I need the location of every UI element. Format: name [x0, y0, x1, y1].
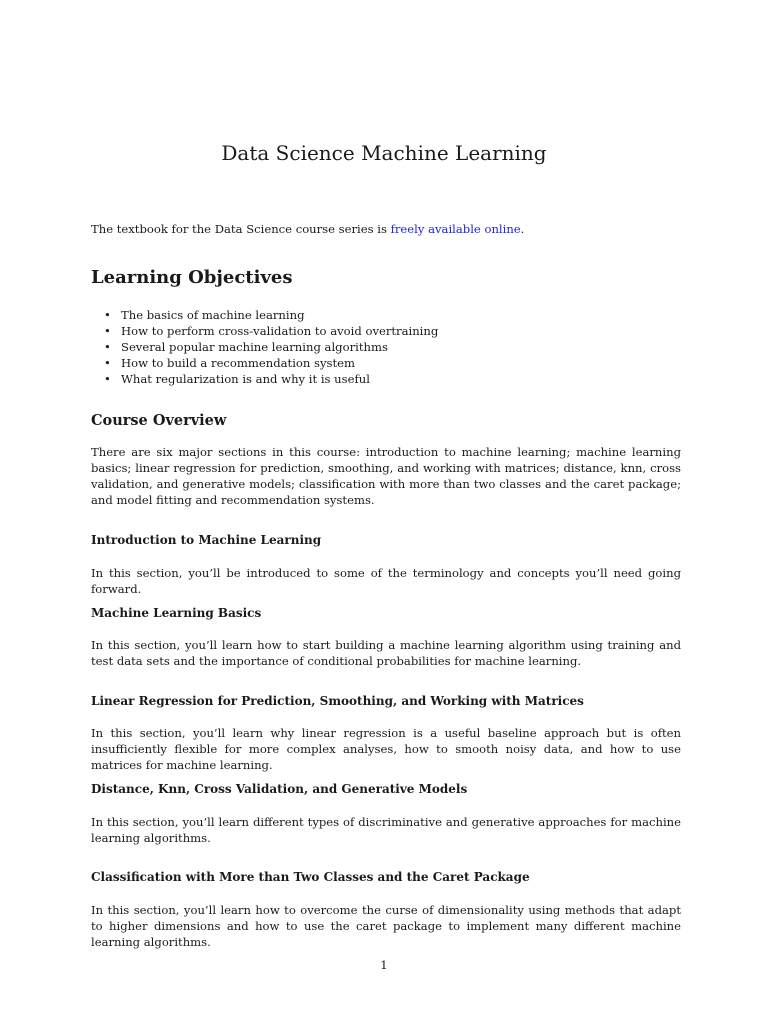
section-title-distance-knn: Distance, Knn, Cross Validation, and Generative Models [91, 782, 468, 796]
list-item: • Several popular machine learning algorithms [91, 339, 438, 355]
section-title-classification: Classification with More than Two Classes and the Caret Package [91, 870, 530, 884]
list-item: • The basics of machine learning [91, 307, 438, 323]
intro-end: . [520, 222, 525, 236]
learning-objectives-heading: Learning Objectives [91, 267, 293, 288]
course-overview-heading: Course Overview [91, 412, 227, 429]
course-overview-paragraph: There are six major sections in this course: introduction to machine learning; machine learning basics; linear regression for prediction, smoothing, and working with matrices; distance, knn, cross validation, and generative models; classification with more than two classes and the caret package; and model fitting and recommendation systems. [91, 445, 681, 507]
document-title: Data Science Machine Learning [221, 141, 547, 165]
list-item: • What regularization is and why it is useful [91, 371, 438, 387]
document-page [91, 0, 681, 1024]
page-number: 1 [380, 958, 388, 972]
section-text-distance-knn: In this section, you’ll learn different types of discriminative and generative approaches for machine learning algorithms. [91, 815, 681, 845]
section-title-linear-regression: Linear Regression for Prediction, Smoothing, and Working with Matrices [91, 694, 584, 708]
section-text-linear-regression: In this section, you’ll learn why linear regression is a useful baseline approach but is often insufficiently flexible for more complex analyses, how to smooth noisy data, and how to use matrices for machine learning. [91, 726, 681, 772]
intro-paragraph [91, 221, 681, 237]
section-title-introduction: Introduction to Machine Learning [91, 533, 322, 547]
list-item: • How to perform cross-validation to avoid overtraining [91, 323, 438, 339]
section-text-classification: In this section, you’ll learn how to overcome the curse of dimensionality using methods that adapt to higher dimensions and how to use the caret package to implement many different machine learning algorithms. [91, 903, 681, 949]
section-text-introduction: In this section, you’ll be introduced to some of the terminology and concepts you’ll need going forward. [91, 566, 681, 596]
textbook-link[interactable]: freely available online [390, 222, 521, 236]
section-title-basics: Machine Learning Basics [91, 606, 262, 620]
section-text-basics: In this section, you’ll learn how to start building a machine learning algorithm using training and test data sets and the importance of conditional probabilities for machine learning. [91, 638, 681, 668]
learning-objectives-list [91, 307, 438, 387]
intro-text: The textbook for the Data Science course series is [91, 222, 391, 236]
list-item: • How to build a recommendation system [91, 355, 438, 371]
